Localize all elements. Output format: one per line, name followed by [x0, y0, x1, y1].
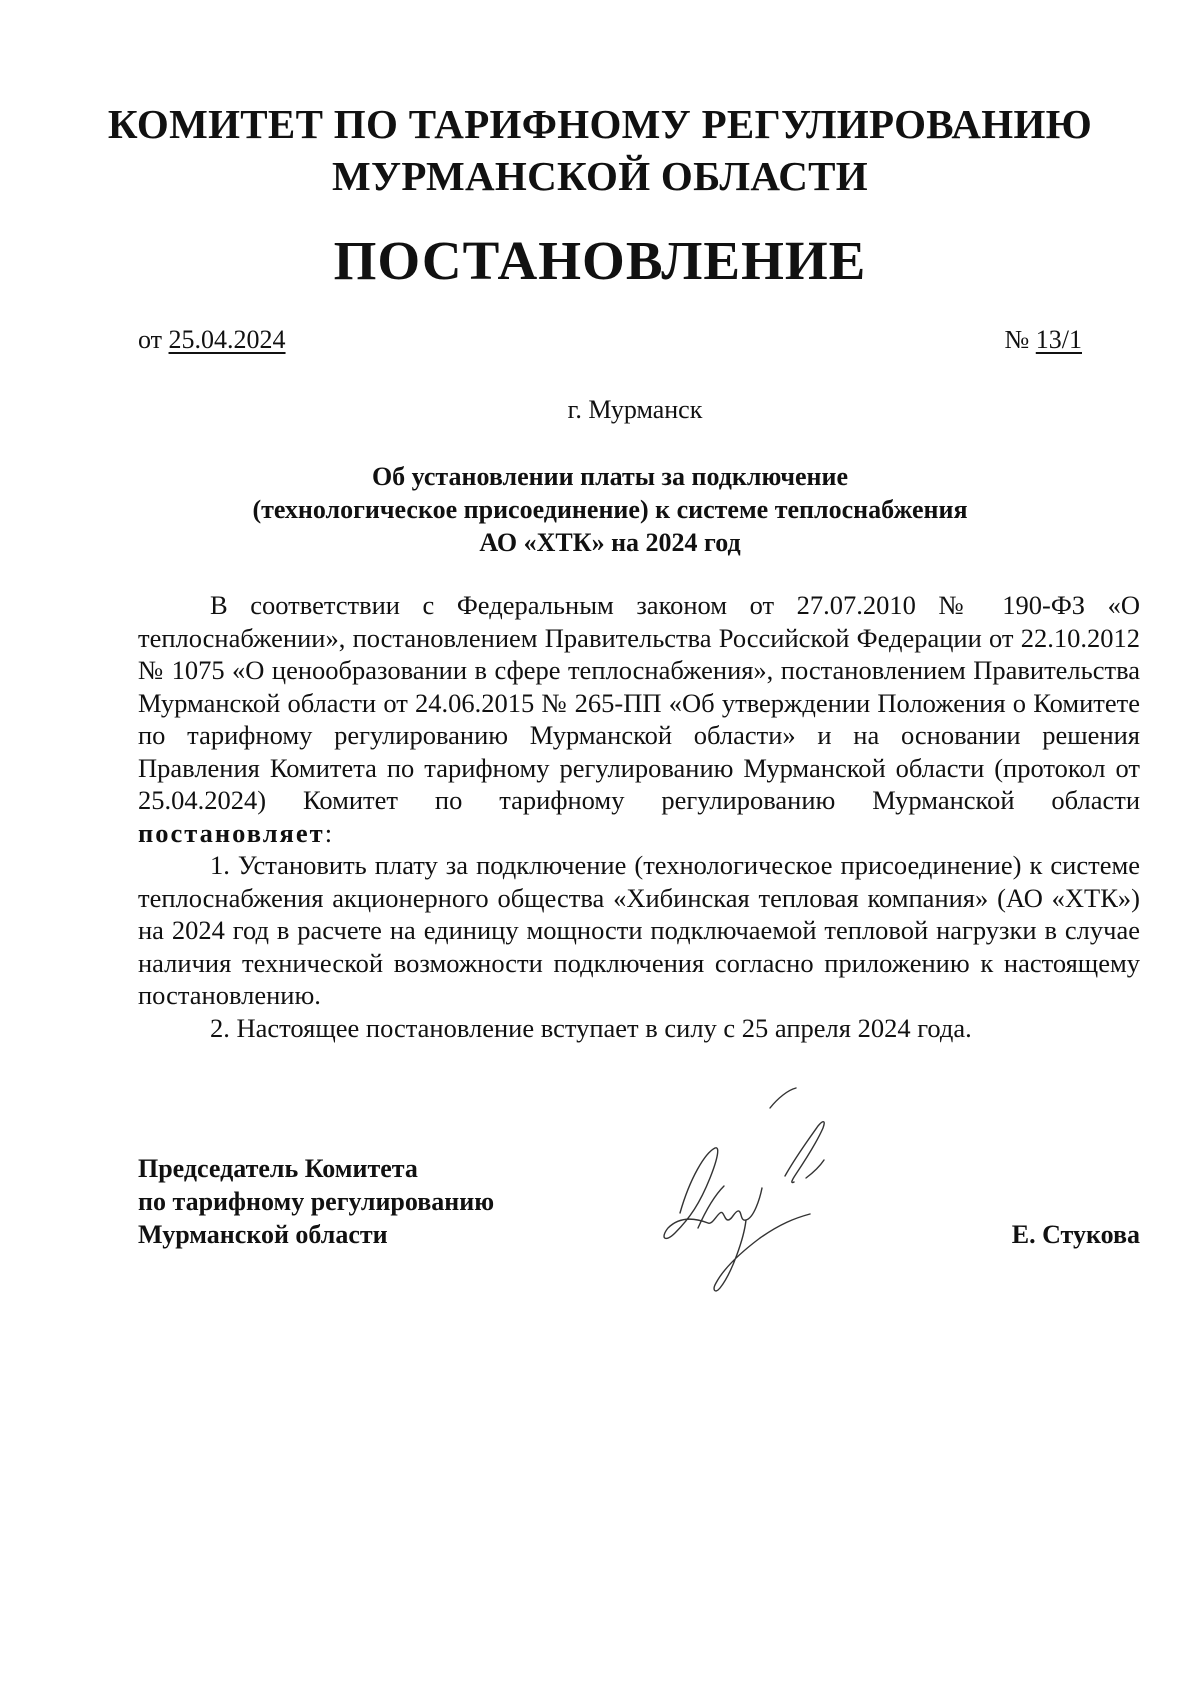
signer-position — [138, 1152, 494, 1251]
organization-title-line-2: МУРМАНСКОЙ ОБЛАСТИ — [332, 153, 868, 199]
signer-position-line-3: Мурманской области — [138, 1220, 388, 1249]
document-type-heading: ПОСТАНОВЛЕНИЕ — [333, 230, 867, 291]
document-date — [138, 324, 286, 356]
signer-position-line-1: Председатель Комитета — [138, 1154, 418, 1183]
preamble-paragraph — [138, 589, 1140, 849]
document-city: г. Мурманск — [567, 395, 703, 424]
signer-position-line-2: по тарифному регулированию — [138, 1187, 495, 1216]
subject-line-3: АО «ХТК» на 2024 год — [479, 528, 741, 557]
document-body — [138, 589, 1140, 1044]
preamble-text: В соответствии с Федеральным законом от 27.07.2010 № 190-ФЗ «О теплоснабжении», постановлением Правительства Российской Федерации от 22.10.2012 № 1075 «О ценообразовании в сфере теплоснабжения», постановлением Правительства Мурманской области от 24.06.2015 № 265-ПП «Об утверждении Положения о Комитете по тарифному регулированию Мурманской области» и на основании решения Правления Комитета по тарифному регулированию Мурманской области (протокол от 25.04.2024) Комитет по тарифному регулированию Мурманской области — [138, 590, 1140, 815]
organization-title — [0, 98, 1200, 202]
decree-item-2: 2. Настоящее постановление вступает в силу с 25 апреля 2024 года. — [210, 1012, 972, 1043]
date-prefix: от — [138, 325, 163, 354]
document-subject — [0, 460, 1200, 559]
handwritten-signature — [620, 1078, 880, 1318]
number-prefix: № — [1004, 325, 1030, 354]
decree-word: постановляет — [138, 817, 325, 848]
decree-item-1: 1. Установить плату за подключение (технологическое присоединение) к системе теплоснабжения акционерного общества «Хибинская тепловая компания» (АО «ХТК») на 2024 год в расчете на единицу мощности подключаемой тепловой нагрузки в случае наличия технической возможности подключения согласно приложению к настоящему постановлению. — [138, 850, 1140, 1010]
signer-name: Е. Стукова — [1011, 1220, 1140, 1249]
subject-line-2: (технологическое присоединение) к системе теплоснабжения — [252, 495, 968, 524]
subject-line-1: Об установлении платы за подключение — [371, 462, 849, 491]
document-number — [1004, 324, 1082, 356]
date-value: 25.04.2024 — [168, 325, 286, 354]
decree-colon: : — [324, 817, 333, 848]
number-value: 13/1 — [1035, 325, 1082, 354]
organization-title-line-1: КОМИТЕТ ПО ТАРИФНОМУ РЕГУЛИРОВАНИЮ — [107, 101, 1093, 147]
